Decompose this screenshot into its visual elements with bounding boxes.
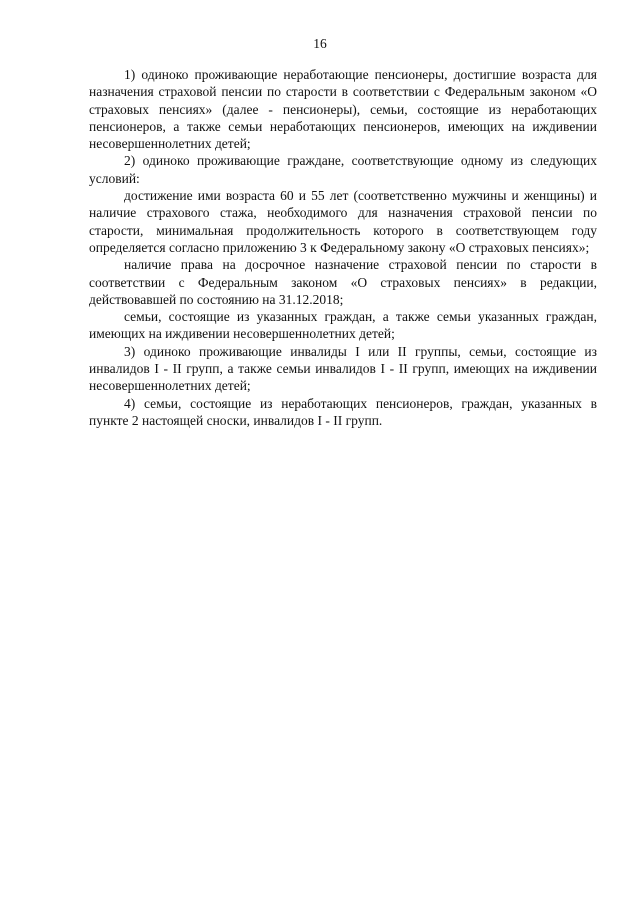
paragraph-item-3: 3) одиноко проживающие инвалиды I или II группы, семьи, состоящие из инвалидов I - II групп, а также семьи инвалидов I - II групп, имеющих на иждивении несовершеннолетних детей;	[89, 343, 597, 394]
paragraph-item-4: 4) семьи, состоящие из неработающих пенсионеров, граждан, указанных в пункте 2 настоящей сноски, инвалидов I - II групп.	[89, 395, 597, 428]
paragraph-item-2: 2) одиноко проживающие граждане, соответствующие одному из следующих условий:	[89, 153, 597, 186]
document-body	[89, 66, 597, 429]
paragraph-condition-early-pension: наличие права на досрочное назначение страховой пенсии по старости в соответствии с Федеральным законом «О страховых пенсиях» в редакции, действовавшей по состоянию на 31.12.2018;	[89, 257, 597, 307]
page-number: 16	[313, 36, 327, 51]
paragraph-condition-age: достижение ими возраста 60 и 55 лет (соответственно мужчины и женщины) и наличие страхового стажа, необходимого для назначения страховой пенсии по старости, минимальная продолжительность которого в соответствующем году определяется согласно приложению 3 к Федеральному закону «О страховых пенсиях»;	[89, 188, 597, 255]
paragraph-item-1: 1) одиноко проживающие неработающие пенсионеры, достигшие возраста для назначения страховой пенсии по старости в соответствии с Федеральным законом «О страховых пенсиях» (далее - пенсионеры), семьи, состоящие из неработающих пенсионеров, а также семьи неработающих пенсионеров, имеющих на иждивении несовершеннолетних детей;	[89, 67, 597, 152]
paragraph-families: семьи, состоящие из указанных граждан, а также семьи указанных граждан, имеющих на иждивении несовершеннолетних детей;	[89, 309, 597, 342]
